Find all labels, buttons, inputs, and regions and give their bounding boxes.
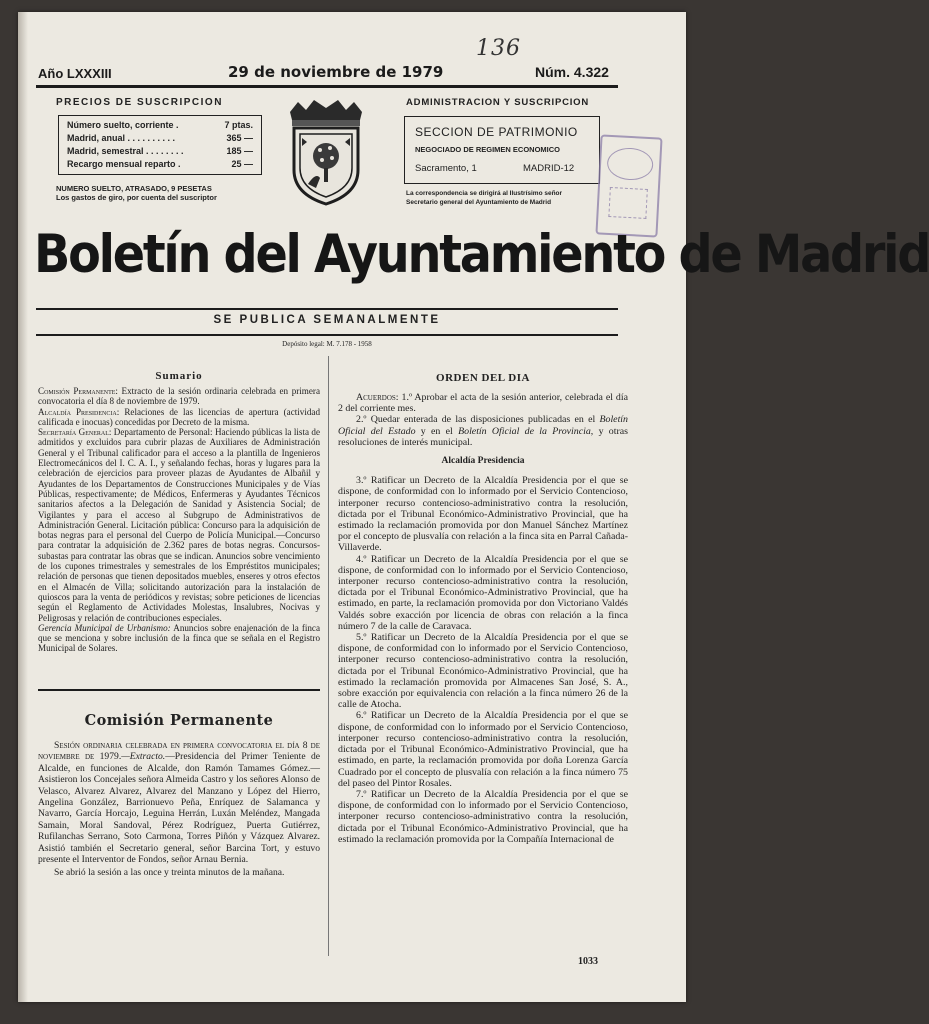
agenda-item: 4.º Ratificar un Decreto de la Alcaldía Presidencia por el que se dispone, de conformidad con lo informado por el Servicio Contencioso, interponer recurso contencioso-administrativo contra la resolución, dictada por el Tribunal Económico-Administrativo Provincial, que ha estimado, en parte, la reclamación promovida por don Victoriano Valdés Valdés sobre exacción por licencia de obras con relación a la finca número 7 de la calle de Caravaca.: [338, 553, 628, 632]
sumario-text: [38, 386, 320, 654]
publication-frequency: SE PUBLICA SEMANALMENTE: [213, 314, 441, 326]
newspaper-page: [18, 12, 929, 1002]
agenda-item: 5.º Ratificar un Decreto de la Alcaldía Presidencia por el que se dispone, de conformidad con lo informado por el Servicio Contencioso, interponer recurso contencioso-administrativo contra la resolución, dictada por el Tribunal Económico-Administrativo Provincial, que ha estimado la reclamación promovida por Almacenes San José, S. A., sobre exacción por equivalencia con relación a la finca número 26 de la calle de Atocha.: [338, 632, 628, 711]
sumario-item: Secretaría General: Departamento de Personal: Haciendo públicas la lista de admitidos y excluidos para cubrir plazas de Auxiliares de Administración General y el Tribunal calificador para el acceso a la plantilla de Ingenieros Electromecánicos del I. C. A. I., y señalando fechas, horas y lugares para la celebración de ejercicios para proveer plazas de Ayudantes de Albañil y Ayudantes de los Departamentos de Construcciones Municipales y de Vías Públicas, respectivamente; de Médicos, Enfermeras y Ayudantes Técnicos sanitarios afectos a la Delegación de Sanidad y Asistencia Social; de Vigilantes y para el acceso al Subgrupo de Administrativos de Administración General. Licitación pública: Concurso para la adquisición de botas negras para el personal del Cuerpo de Policía Municipal.—Concurso para contratar la adquisición de 2.362 pares de botas negras. Concursos-subastas para contratar las obras que se indican. Anuncios sobre vencimiento de los cupones trimestrales y semestrales de los Empréstitos municipales; relación de personas que tienen depositados muebles, enseres y otros efectos en el Almacén de Villa; solicitando autorización para la instalación de quioscos para la venta de periódicos y revistas; sobre peticiones de licencias según el Reglamento de Actividades Molestas, Insalubres, Nocivas y Peligrosas y relación de contribuciones especiales.: [38, 427, 320, 623]
agenda-item: 6.º Ratificar un Decreto de la Alcaldía Presidencia por el que se dispone, de conformidad con lo informado por el Servicio Contencioso, interponer recurso contencioso-administrativo contra la resolución, dictada por el Tribunal Económico-Administrativo Provincial, que ha estimado, en parte, la reclamación promovida por doña Lorenza García Cuadrado por el concepto de plusvalía con relación a la finca número 75 del paseo del Pintor Rosales.: [338, 710, 628, 789]
title-rule-bottom: [36, 334, 618, 336]
alcaldia-heading: Alcaldía Presidencia: [441, 456, 525, 467]
price-row: Madrid, semestral . . . . . . . . 185 —: [67, 146, 253, 156]
price-row: Madrid, anual . . . . . . . . . . 365 —: [67, 133, 253, 143]
handwritten-page-number: 136: [476, 36, 521, 61]
masthead-rule: [36, 85, 618, 88]
section-name: SECCION DE PATRIMONIO: [415, 125, 578, 139]
orden-del-dia-heading: ORDEN DEL DIA: [436, 372, 530, 384]
administration-heading: ADMINISTRACION Y SUSCRIPCION: [406, 97, 590, 108]
orden-del-dia-text: Acuerdos: 1.º Aprobar el acta de la sesión anterior, celebrada el día 2 del corriente mes. 2.º Quedar enterada de las disposiciones publicadas en el Boletín Oficial del Estado y en el Boletín Oficial de la Provincia, y otras resoluciones de interés municipal. Alcaldía Presidencia 3.º Ratificar un Decreto de la Alcaldía Presidencia por el que se dispone, de conformidad con lo informado por el Servicio Contencioso, interponer recurso contencioso-administrativo contra la resolución, dictada por el Tribunal Económico-Administrativo Provincial, que ha estimado la reclamación promovida por don Manuel Sánchez Martínez por el concepto de plusvalía con relación a la finca sita en Parral Cañada-Villaverde. 4.º Ratificar un Decreto de la Alcaldía Presidencia por el que se dispone, de conformidad con lo informado por el Servicio Contencioso, interponer recurso contencioso-administrativo contra la resolución, dictada por el Tribunal Económico-Administrativo Provincial, que ha estimado, en parte, la reclamación promovida por don Victoriano Valdés Valdés sobre exacción por licencia de obras con relación a la finca número 7 de la calle de Caravaca. 5.º Ratificar un Decreto de la Alcaldía Presidencia por el que se dispone, de conformidad con lo informado por el Servicio Contencioso, interponer recurso contencioso-administrativo contra la resolución, dictada por el Tribunal Económico-Administrativo Provincial, que ha estimado la reclamación promovida por Almacenes San José, S. A., sobre exacción por equivalencia con relación a la finca número 26 de la calle de Atocha. 6.º Ratificar un Decreto de la Alcaldía Presidencia por el que se dispone, de conformidad con lo informado por el Servicio Contencioso, interponer recurso contencioso-administrativo contra la resolución, dictada por el Tribunal Económico-Administrativo Provincial, que ha estimado, en parte, la reclamación promovida por doña Lorenza García Cuadrado por el concepto de plusvalía con relación a la finca número 75 del paseo del Pintor Rosales. 7.º Ratificar un Decreto de la Alcaldía Presidencia por el que se dispone, de conformidad con lo informado por el Servicio Contencioso, interponer recurso contencioso-administrativo contra la resolución, dictada por el Tribunal Económico-Administrativo Provincial, que ha estimado la reclamación promovida por la Compañía Internacional de: [338, 392, 629, 845]
madrid-coat-of-arms: [280, 98, 372, 208]
city: MADRID-12: [523, 163, 575, 174]
address: Sacramento, 1: [415, 163, 477, 174]
subsection-name: NEGOCIADO DE REGIMEN ECONOMICO: [415, 145, 561, 154]
title-rule-top: [36, 308, 618, 310]
column-divider: [328, 356, 329, 956]
administration-box: [404, 116, 600, 184]
library-stamp-seal: [595, 134, 662, 237]
sumario-end-rule: [38, 689, 320, 691]
year-label: Año LXXXIII: [38, 66, 112, 81]
sumario-item: Comisión Permanente: Extracto de la sesión ordinaria celebrada en primera convocatoria el día 8 de noviembre de 1979.: [38, 386, 320, 407]
session-title: Sesión ordinaria celebrada en primera convocatoria el día 8 de noviembre de 1979.: [38, 740, 320, 763]
comision-text: Sesión ordinaria celebrada en primera convocatoria el día 8 de noviembre de 1979.—Extracto.—Presidencia del Primer Teniente de Alcalde, en funciones de Alcalde, don Ramón Tamames Gómez.—Asistieron los Concejales señora Almeida Castro y los señores Alonso de Velasco, Alvarez Alvarez, Alvarez del Manzano y López del Hierro, Angelina González, Barrionuevo Peña, Enríquez de Salamanca y Navarro, García Horcajo, Leguina Herrán, Luxán Meléndez, Mangada Samain, Moral Sandoval, Pérez Rodríguez, Puerta Gutiérrez, Rufilanchas Serrano, Soto Carmona, Torres Piñón y Vázquez Alvarez. Asistió también el Secretario general, señor Barcina Tort, y estuvo presente el Interventor de Fondos, señor Arnau Bernia. Se abrió la sesión a las once y treinta minutos de la mañana.: [38, 740, 321, 879]
issue-number: Núm. 4.322: [535, 64, 609, 80]
sumario-item: Alcaldía Presidencia: Relaciones de las licencias de apertura (actividad calificada e inocuas) concedidas por Decreto de la misma.: [38, 406, 320, 427]
agenda-item: 7.º Ratificar un Decreto de la Alcaldía Presidencia por el que se dispone, de conformidad con lo informado por el Servicio Contencioso, interponer recurso contencioso-administrativo contra la resolución, dictada por el Tribunal Económico-Administrativo Provincial, que ha estimado la reclamación promovida por la Compañía Internacional de: [338, 788, 628, 845]
subscription-prices-box: [58, 115, 262, 175]
price-row: Recargo mensual reparto . 25 —: [67, 159, 253, 169]
legal-deposit: Depósito legal: M. 7.178 - 1958: [282, 340, 372, 348]
sumario-heading: Sumario: [155, 370, 203, 382]
page-number: 1033: [578, 956, 598, 967]
correspondence-note: La correspondencia se dirigirá al Ilustrísimo señor Secretario general del Ayuntamiento de Madrid: [406, 190, 563, 206]
issue-date: 29 de noviembre de 1979: [228, 63, 444, 81]
sumario-item: Gerencia Municipal de Urbanismo: Anuncios sobre enajenación de la finca que se menciona y sobre inclusión de la finca que se señala en el Registro Municipal de Solares.: [38, 622, 321, 654]
price-row: Número suelto, corriente . 7 ptas.: [67, 120, 253, 130]
agenda-item: 3.º Ratificar un Decreto de la Alcaldía Presidencia por el que se dispone, de conformidad con lo informado por el Servicio Contencioso, interponer recurso contencioso-administrativo contra la resolución, dictada por el Tribunal Económico-Administrativo Provincial, que ha estimado la reclamación promovida por don Manuel Sánchez Martínez por el concepto de plusvalía con relación a la finca sita en Parral Cañada-Villaverde.: [338, 475, 628, 554]
comision-heading: Comisión Permanente: [84, 712, 274, 729]
subscription-heading: PRECIOS DE SUSCRIPCION: [56, 97, 223, 108]
subscription-notes: NUMERO SUELTO, ATRASADO, 9 PESETAS Los gastos de giro, por cuenta del suscriptor: [56, 184, 217, 202]
newspaper-title: Boletín del Ayuntamiento de Madrid: [34, 224, 929, 285]
